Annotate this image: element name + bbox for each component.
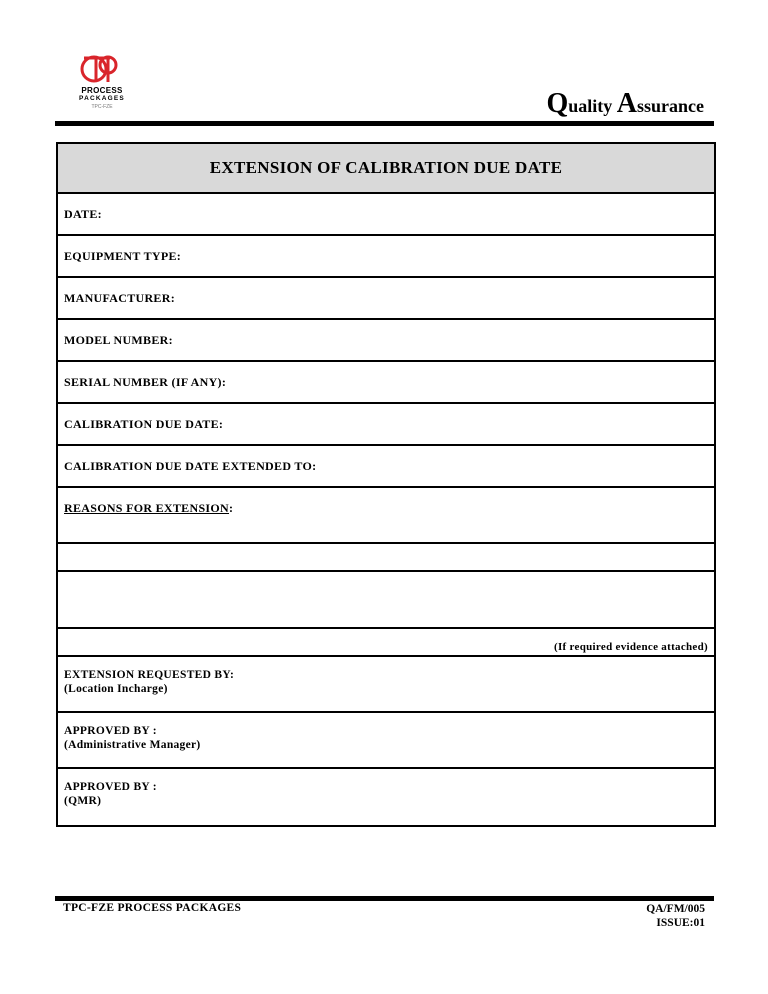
requested-by-label: EXTENSION REQUESTED BY: <box>64 669 235 681</box>
reasons-colon: : <box>229 501 234 515</box>
qa-title-uality: uality <box>568 96 617 116</box>
header-divider <box>55 121 714 126</box>
tpc-logo-mark-icon <box>72 52 132 86</box>
form-title: EXTENSION OF CALIBRATION DUE DATE <box>58 144 714 194</box>
footer-doc-code: QA/FM/005 <box>646 903 705 915</box>
equipment-type-label: EQUIPMENT TYPE: <box>64 249 182 263</box>
calibration-extended-field[interactable] <box>58 446 714 488</box>
requested-by-role: (Location Incharge) <box>64 683 168 695</box>
reasons-label: REASONS FOR EXTENSION <box>64 501 230 515</box>
equipment-type-field[interactable] <box>58 236 714 278</box>
company-logo <box>72 52 132 118</box>
calibration-due-date-field[interactable] <box>58 404 714 446</box>
date-field[interactable] <box>58 194 714 236</box>
reasons-line-2[interactable] <box>58 544 714 572</box>
footer-divider <box>55 896 714 901</box>
reasons-field[interactable] <box>58 488 714 544</box>
approved-by-admin-role: (Administrative Manager) <box>64 739 201 751</box>
calibration-extension-form <box>56 142 716 827</box>
serial-number-label: SERIAL NUMBER (IF ANY): <box>64 375 227 389</box>
logo-line-packages: PACKAGES <box>79 95 125 102</box>
footer-company: TPC-FZE PROCESS PACKAGES <box>63 902 242 914</box>
approved-by-admin-field[interactable] <box>58 713 714 769</box>
quality-assurance-title <box>546 88 704 120</box>
qa-title-a: A <box>616 88 637 119</box>
approved-by-qmr-field[interactable] <box>58 769 714 825</box>
serial-number-field[interactable] <box>58 362 714 404</box>
footer-doc-info <box>646 902 705 930</box>
approved-by-admin-label: APPROVED BY : <box>64 725 157 737</box>
requested-by-field[interactable] <box>58 657 714 713</box>
logo-line-process: PROCESS <box>81 86 123 95</box>
reasons-line-3[interactable] <box>58 572 714 629</box>
date-label: DATE: <box>64 207 102 221</box>
model-number-label: MODEL NUMBER: <box>64 333 173 347</box>
footer-issue: ISSUE:01 <box>656 917 705 929</box>
manufacturer-field[interactable] <box>58 278 714 320</box>
approved-by-qmr-label: APPROVED BY : <box>64 781 157 793</box>
logo-line-fze: TPC-FZE <box>91 104 113 110</box>
qa-title-ssurance: ssurance <box>637 96 704 116</box>
qa-title-q: Q <box>546 88 569 119</box>
calibration-due-date-label: CALIBRATION DUE DATE: <box>64 417 224 431</box>
evidence-note-row <box>58 629 714 657</box>
manufacturer-label: MANUFACTURER: <box>64 291 175 305</box>
approved-by-qmr-role: (QMR) <box>64 795 102 807</box>
calibration-extended-label: CALIBRATION DUE DATE EXTENDED TO: <box>64 459 317 473</box>
model-number-field[interactable] <box>58 320 714 362</box>
evidence-note: (If required evidence attached) <box>553 641 708 653</box>
